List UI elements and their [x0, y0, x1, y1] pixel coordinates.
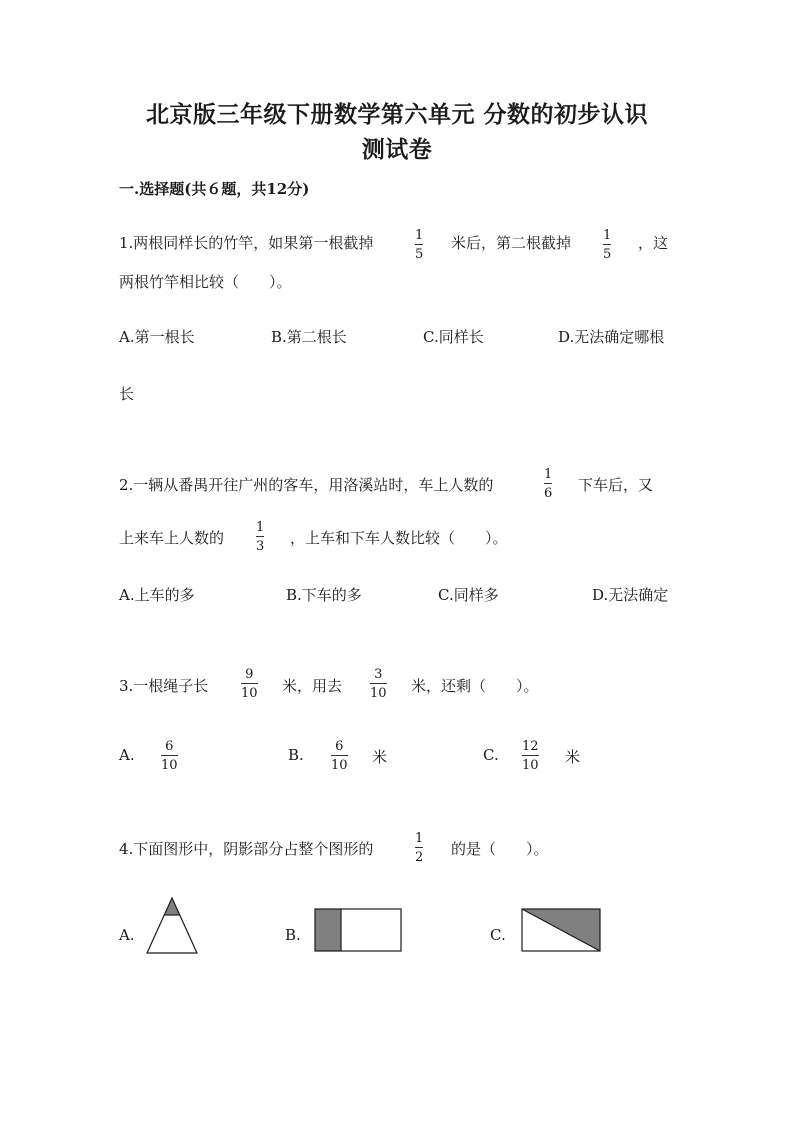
fraction-bar	[522, 755, 539, 756]
q2-option-a[interactable]: A.上车的多	[119, 586, 195, 604]
fraction-numerator: 6	[165, 739, 174, 754]
fraction-bar	[256, 536, 264, 537]
q1-option-a[interactable]: A.第一根长	[119, 328, 195, 346]
q1-fraction-1	[415, 228, 423, 262]
triangle-shaded-part	[164, 898, 180, 915]
q2-text-part2: 下车后，又	[578, 476, 654, 494]
q2-option-c[interactable]: C.同样多	[438, 586, 499, 604]
q1-option-b[interactable]: B.第二根长	[271, 328, 347, 346]
fraction-denominator: 10	[522, 758, 539, 773]
q3-text-part1: 3.一根绳子长	[119, 677, 209, 695]
q3-text-part2: 米，用去	[282, 677, 343, 695]
section-heading: 一.选择题(共６题，共12分)	[119, 180, 310, 198]
triangle-figure	[146, 897, 198, 955]
q4-text-part2: 的是（ ）。	[451, 840, 549, 858]
fraction-numerator: 1	[256, 520, 265, 535]
q1-option-d-continued: 长	[119, 385, 135, 403]
fraction-denominator: 10	[370, 686, 387, 701]
q3-option-a-label[interactable]: A.	[119, 746, 135, 764]
page-subtitle: 测试卷	[361, 136, 433, 163]
q3-option-c-unit: 米	[565, 748, 581, 766]
fraction-denominator: 3	[256, 539, 265, 554]
diagonal-rectangle-figure	[521, 908, 601, 952]
fraction-bar	[370, 683, 387, 684]
fraction-bar	[544, 483, 552, 484]
fraction-denominator: 2	[415, 850, 424, 865]
page-title: 北京版三年级下册数学第六单元 分数的初步认识	[145, 101, 648, 128]
fraction-bar	[241, 683, 258, 684]
q2-fraction-1	[544, 467, 552, 501]
q3-option-b-unit: 米	[372, 748, 388, 766]
fraction-bar	[161, 755, 178, 756]
rectangle-figure	[314, 908, 402, 952]
fraction-bar	[415, 847, 423, 848]
fraction-bar	[415, 244, 423, 245]
fraction-numerator: 3	[374, 667, 383, 682]
fraction-numerator: 1	[603, 228, 612, 243]
fraction-denominator: 10	[241, 686, 258, 701]
fraction-numerator: 12	[522, 739, 539, 754]
q1-text-part1: 1.两根同样长的竹竿，如果第一根截掉	[119, 234, 374, 252]
q4-text-part1: 4.下面图形中，阴影部分占整个图形的	[119, 840, 374, 858]
q3-fraction-1	[241, 667, 258, 701]
q1-fraction-2	[603, 228, 611, 262]
q3-option-b-label[interactable]: B.	[288, 746, 304, 764]
q3-option-c-label[interactable]: C.	[483, 746, 499, 764]
fraction-numerator: 1	[544, 467, 553, 482]
fraction-denominator: 10	[161, 758, 178, 773]
fraction-numerator: 6	[335, 739, 344, 754]
q2-text-part3: 上来车上人数的	[119, 529, 225, 547]
q4-fraction-1	[415, 831, 423, 865]
fraction-numerator: 1	[415, 831, 424, 846]
q4-option-b-label[interactable]: B.	[285, 926, 301, 944]
q1-text-part2: 米后，第二根截掉	[451, 234, 572, 252]
q2-option-b[interactable]: B.下车的多	[286, 586, 362, 604]
q3-option-b-fraction	[331, 739, 348, 773]
q1-option-d[interactable]: D.无法确定哪根	[558, 328, 665, 346]
fraction-numerator: 9	[245, 667, 254, 682]
q3-option-a-fraction	[161, 739, 178, 773]
q1-text-line2: 两根竹竿相比较（ ）。	[119, 273, 292, 291]
q4-option-c-label[interactable]: C.	[490, 926, 506, 944]
q2-option-d[interactable]: D.无法确定	[592, 586, 669, 604]
q1-option-c[interactable]: C.同样长	[423, 328, 484, 346]
q4-option-a-label[interactable]: A.	[119, 926, 135, 944]
q1-text-part3: ，这	[638, 234, 669, 252]
fraction-denominator: 5	[603, 247, 612, 262]
q2-text-part4: ，上车和下车人数比较（ ）。	[290, 529, 508, 547]
fraction-bar	[603, 244, 611, 245]
q2-fraction-2	[256, 520, 264, 554]
q3-fraction-2	[370, 667, 387, 701]
q3-text-part3: 米，还剩（ ）。	[411, 677, 539, 695]
q2-text-part1: 2.一辆从番禺开往广州的客车，用洛溪站时，车上人数的	[119, 476, 494, 494]
fraction-denominator: 5	[415, 247, 424, 262]
fraction-denominator: 6	[544, 486, 553, 501]
fraction-denominator: 10	[331, 758, 348, 773]
rectangle-shaded-part	[315, 909, 341, 951]
fraction-bar	[331, 755, 348, 756]
q3-option-c-fraction	[522, 739, 539, 773]
fraction-numerator: 1	[415, 228, 424, 243]
